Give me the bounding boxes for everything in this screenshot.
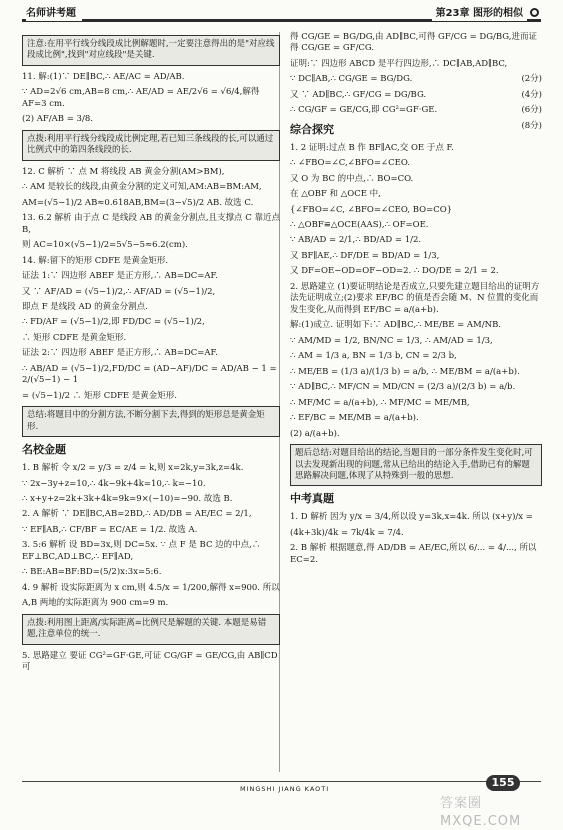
ring-icon — [530, 8, 539, 17]
question-13 — [22, 213, 280, 251]
answer-line: 证明:∵ 四边形 ABCD 是平行四边形,∴ DC∥AB,AD∥BC, — [290, 58, 508, 69]
step-text: ∴ CG/GF = GE/CG,即 CG²=GF·GE. — [290, 105, 438, 116]
scored-line — [290, 74, 542, 85]
answer-line: 2. A 解析 ∵ DE∥BC,AB=2BD,∴ AD/DB = AE/EC = 2/1, — [22, 509, 252, 520]
answer-line: 证法 2:∵ 四边形 ABEF 是正方形,∴ AB=DC=AF. — [22, 348, 218, 359]
answer-line: ∴ ∠FBO=∠C,∠BFO=∠CEO. — [290, 158, 411, 169]
scored-line — [290, 105, 542, 116]
answer-line: 4. 9 解析 设实际距离为 x cm,则 4.5/x = 1/200,解得 x=900. 所以 — [22, 582, 280, 593]
answer-line: ∴ 矩形 CDFE 是黄金矩形. — [22, 332, 127, 343]
note-box: 注意:在用平行线分线段成比例解题时,一定要注意得出的是"对应线段成比例",找到"对应线段"是关键. — [22, 35, 280, 66]
answer-line: 1. 2 证明:过点 B 作 BF∥AC,交 OE 于点 F. — [290, 142, 454, 153]
page-header — [22, 6, 541, 28]
answer-line: (2) AF/AB = 3/8. — [22, 114, 93, 125]
answer-line: ∵ AB/AD = 2/1,∴ BD/AD = 1/2. — [290, 235, 422, 246]
step-score: (8分) — [521, 120, 542, 131]
answer-line: 1. D 解析 因为 y/x = 3/4,所以设 y=3k,x=4k. 所以 (x+y)/x = — [290, 512, 533, 523]
answer-line: 在 △OBF 和 △OCE 中, — [290, 189, 381, 200]
answer-line: ∴ x+y+z=2k+3k+4k=9k=9×(−10)=−90. 故选 B. — [22, 493, 233, 504]
answer-line: 又 DF=OE−OD=OF−OD=2. ∴ DO/DE = 2/1 = 2. — [290, 266, 499, 277]
answer-line: ∴ EF/BC = ME/MB = a/(a+b). — [290, 413, 419, 424]
tip-box: 点拨:利用平行线分线段成比例定理,若已知三条线段的长,可以通过比例式中的第四条线段的长. — [22, 130, 280, 161]
answer-line: 又 O 为 BC 的中点,∴ BO=CO. — [290, 173, 414, 184]
question-11 — [22, 72, 280, 126]
question-k1 — [290, 512, 542, 539]
question-14 — [22, 256, 280, 403]
summary-box: 总结:将题目中的分割方法,不断分割下去,得到的矩形总是黄金矩形. — [22, 406, 280, 437]
answer-line: = (√5−1)/2 ∴ 矩形 CDFE 是黄金矩形. — [22, 390, 178, 401]
left-column — [22, 32, 280, 678]
question-m1 — [22, 463, 280, 505]
answer-line: 得 CG/GE = BG/DG,由 AD∥BC,可得 GF/CG = DG/BG,进而证得 CG/GE = GF/CG. — [290, 32, 537, 54]
footer-rule — [22, 781, 541, 782]
tip-box: 点拨:利用图上距离/实际距离=比例尺是解题的关键. 本题是易错题,注意单位的统一. — [22, 614, 280, 645]
answer-line: 1. B 解析 令 x/2 = y/3 = z/4 = k,则 x=2k,y=3k,z=4k. — [22, 463, 244, 474]
right-column — [290, 32, 542, 570]
step-score: (6分) — [521, 105, 542, 116]
answer-line: ∴ AM = 1/3 a, BN = 1/3 b, CN = 2/3 b, — [290, 351, 457, 362]
scored-line — [290, 90, 542, 101]
answer-line: ∵ EF∥AB,∴ CF/BF = EC/AE = 1/2. 故选 A. — [22, 524, 198, 535]
answer-line: ∵ AD∥BC,∴ MF/CN = MD/CN = (2/3 a)/(2/3 b) = a/b. — [290, 382, 516, 393]
answer-line: 即点 F 是线段 AD 的黄金分割点. — [22, 301, 148, 312]
question-m2 — [22, 509, 280, 536]
answer-line: ∵ AM/MD = 1/2, BN/NC = 1/3, ∴ AM/AD = 1/3, — [290, 335, 493, 346]
watermark: 答案圈 MXQE.COM — [440, 796, 522, 829]
question-12 — [22, 167, 280, 209]
answer-line: 又 BF∥AE,∴ DF/DE = BD/AD = 1/3, — [290, 250, 440, 261]
step-text: 又 ∵ AD∥BC,∴ GF/CG = DG/BG. — [290, 89, 427, 100]
answer-line: 又 ∵ AF/AD = (√5−1)/2,∴ AF/AD = (√5−1)/2, — [22, 286, 216, 297]
answer-line: (2) a/(a+b). — [290, 428, 340, 439]
answer-line: 11. 解:(1)∵ DE∥BC,∴ AE/AC = AD/AB. — [22, 71, 185, 82]
answer-line: ∴ △OBF≌△OCE(AAS),∴ OF=OE. — [290, 220, 429, 230]
chapter-title: 第23章 图形的相似 — [432, 7, 527, 21]
answer-line: 14. 解:留下的矩形 CDFE 是黄金矩形. — [22, 255, 169, 266]
answer-line: ∵ AD=2√6 cm,AB=8 cm,∴ AE/AD = AE/2√6 = √6/4,解得 AF=3 cm. — [22, 87, 260, 109]
answer-line: (4k+3k)/4k = 7k/4k = 7/4. — [290, 527, 404, 538]
answer-line: ∴ AM 是较长的线段,由黄金分割的定义可知,AM:AB=BM:AM, — [22, 182, 262, 193]
answer-line: AM=(√5−1)/2 AB≈0.618AB,BM=(3−√5)/2 AB. 故选 C. — [22, 197, 254, 208]
answer-line: ∴ FD/AF = (√5−1)/2,即 FD/DC = (√5−1)/2, — [22, 317, 205, 328]
section-heading: 综合探究 — [290, 122, 334, 136]
summary-box: 题后总结:对题目给出的结论,当题目的一部分条件发生变化时,可以去发现新出现的问题,常从已给出的结论入手,借助已有的解题思路解决问题,体现了从特殊到一般的思想. — [290, 444, 542, 486]
step-score: (2分) — [521, 74, 542, 85]
section-heading: 中考真题 — [290, 492, 334, 506]
answer-line: {∠FBO=∠C, ∠BFO=∠CEO, BO=CO} — [290, 204, 453, 215]
answer-line: 解:(1)成立. 证明如下:∵ AD∥BC,∴ ME/BE = AM/NB. — [290, 320, 502, 331]
answer-line: 则 AC=10×(√5−1)/2=5√5−5≈6.2(cm). — [22, 240, 188, 251]
question-k2: 2. B 解析 根据题意,得 AD/DB = AE/EC,所以 6/... = 4/..., 所以 EC=2. — [290, 543, 537, 565]
answer-line: ∴ ME/EB = (1/3 a)/(1/3 b) = a/b, ∴ ME/BM = a/(a+b). — [290, 366, 520, 377]
answer-line: 证法 1:∵ 四边形 ABEF 是正方形,∴ AB=DC=AF. — [22, 271, 218, 282]
answer-line: ∵ 2x−3y+z=10,∴ 4k−9k+4k=10,∴ k=−10. — [22, 478, 206, 489]
brand-title: 名师讲考题 — [26, 7, 82, 21]
footer-text: MINGSHI JIANG KAOTI — [240, 785, 330, 793]
answer-line: ∴ BE:AB=BF:BD=(5/2)x:3x=5:6. — [22, 567, 162, 578]
section-heading: 名校金题 — [22, 443, 66, 457]
question-m3 — [22, 540, 280, 578]
answer-line: 3. 5:6 解析 设 BD=3x,则 DC=5x. ∵ 点 F 是 BC 边的中点,∴ EF⊥BC,AD⊥BC,∴ EF∥AD, — [22, 540, 261, 562]
step-text: ∵ DC∥AB,∴ CG/GE = BG/DG. — [290, 74, 413, 85]
question-m4 — [22, 583, 280, 610]
question-z1 — [290, 143, 542, 278]
answer-line: 2. 思路建立 (1)要证明结论是否成立,只要先建立题目给出的证明方法先证明成立;(2)要求 EF/BC 的值是否会随 M、N 位置的变化而发生变化,从而得到 EF/BC = a/(a+b). — [290, 281, 540, 315]
answer-line: 12. C 解析 ∵ 点 M 将线段 AB 黄金分割(AM>BM), — [22, 166, 225, 177]
page-number: 155 — [486, 775, 520, 791]
answer-line: A,B 两地的实际距离为 900 cm=9 m. — [22, 598, 169, 609]
step-score: (4分) — [521, 89, 542, 100]
answer-line: 13. 6.2 解析 由于点 C 是线段 AB 的黄金分割点,且支撑点 C 靠近点 B, — [22, 213, 280, 235]
answer-line: ∴ AB/AD = (√5−1)/2,FD/DC = (AD−AF)/DC = AD/AB − 1 = 2/(√5−1) − 1 — [22, 363, 277, 386]
question-m5: 5. 思路建立 要证 CG²=GF·GE,可证 CG/GF = GE/CG,由 AB∥CD 可 — [22, 650, 278, 673]
question-z2 — [290, 282, 542, 440]
answer-line: ∴ MF/MC = a/(a+b), ∴ MF/MC = ME/MB, — [290, 397, 470, 408]
